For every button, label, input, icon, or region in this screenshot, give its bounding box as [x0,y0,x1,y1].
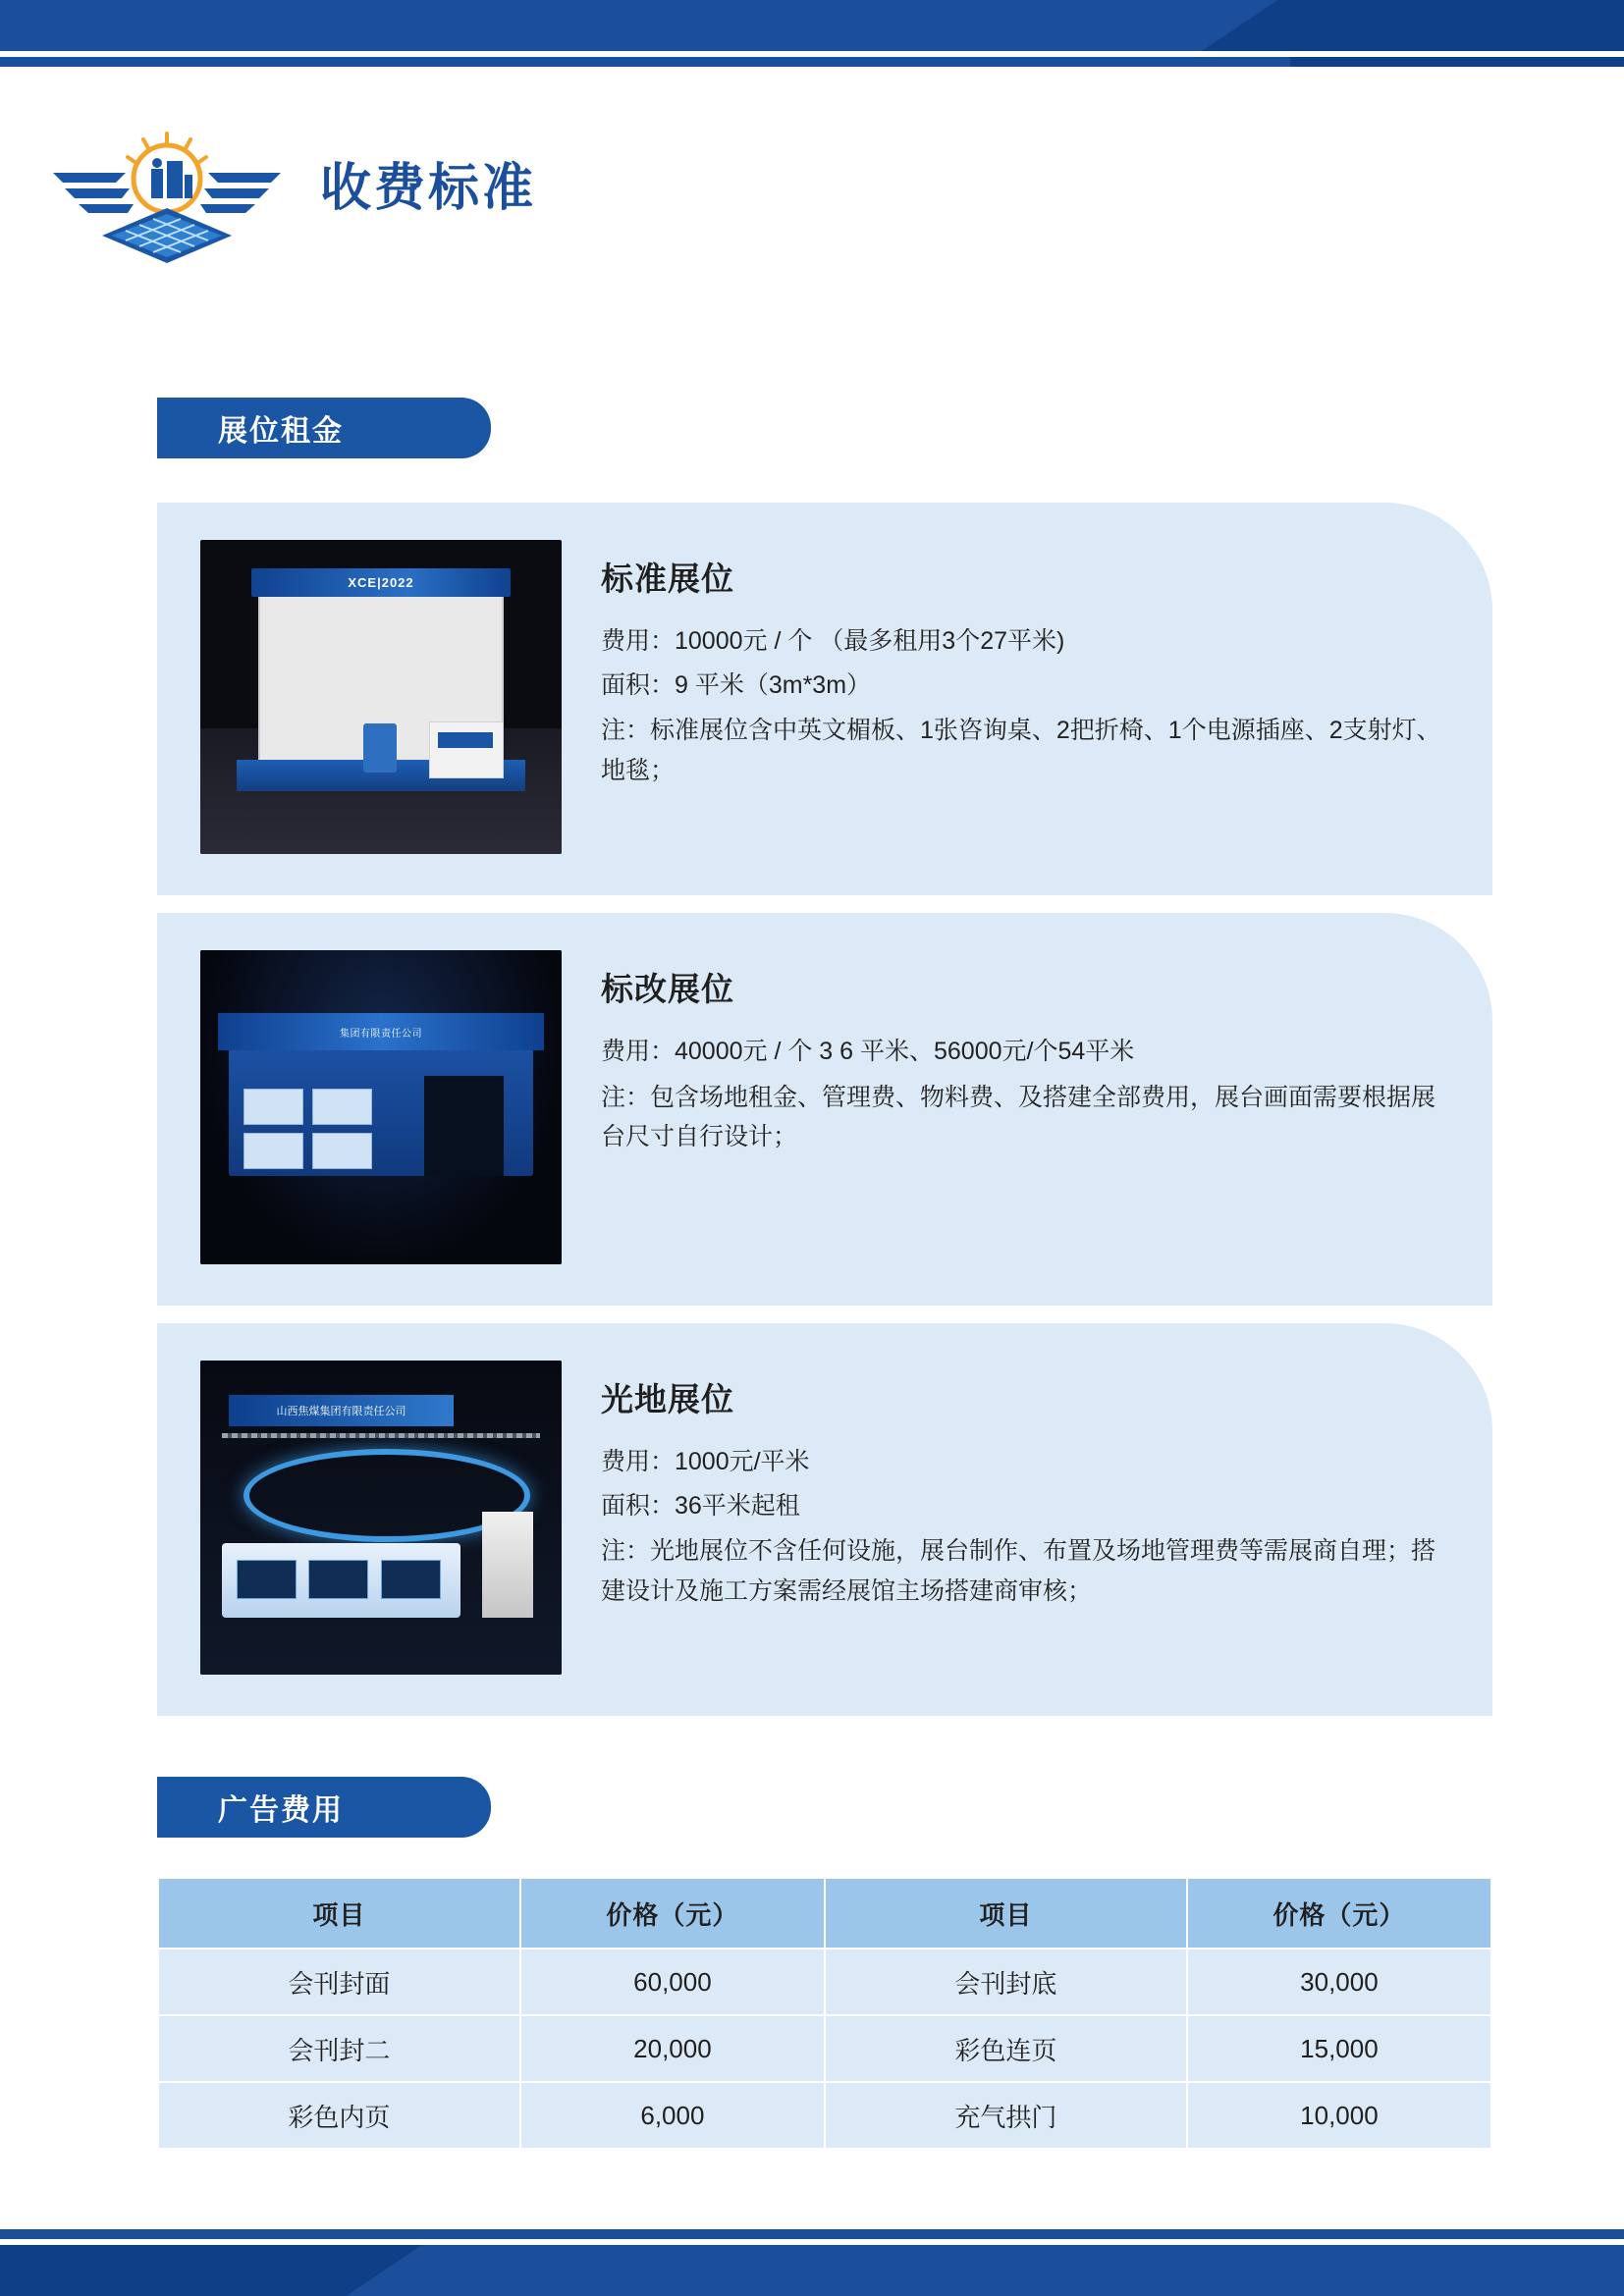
booth-text-modified [601,950,1449,1264]
booth-photo-standard-caption: XCE|2022 [251,568,512,597]
booth-area-raw-space: 面积：36平米起租 [601,1491,800,1520]
table-header-item-2: 项目 [825,1878,1187,1949]
booth-photo-modified [200,950,562,1264]
table-header-price-1: 价格（元） [520,1878,825,1949]
table-cell-item: 充气拱门 [825,2082,1187,2149]
table-row [158,2082,1491,2149]
booth-card-modified [157,913,1492,1306]
booth-photo-standard [200,540,562,854]
table-cell-price: 60,000 [520,1949,825,2015]
table-cell-item: 会刊封二 [158,2015,520,2082]
advertising-fee-table [157,1877,1492,2150]
table-header-price-2: 价格（元） [1187,1878,1491,1949]
booth-title-modified: 标改展位 [601,971,734,1007]
section-tab-advertising-fee: 广告费用 [157,1777,491,1838]
booth-fee-standard: 费用：10000元 / 个 （最多租用3个27平米) [601,627,1065,655]
top-rule-line-accent [1290,57,1624,67]
booth-fee-raw-space: 费用：1000元/平米 [601,1448,810,1475]
table-cell-price: 30,000 [1187,1949,1491,2015]
booth-text-standard [601,540,1449,854]
booth-fee-modified: 费用：40000元 / 个 3 6 平米、56000元/个54平米 [601,1038,1135,1065]
table-header-item-1: 项目 [158,1878,520,1949]
table-row [158,2015,1491,2082]
table-header-row [158,1878,1491,1949]
booth-photo-raw-space-caption: 山西焦煤集团有限责任公司 [229,1395,453,1426]
booth-title-standard: 标准展位 [601,561,734,597]
table-cell-price: 10,000 [1187,2082,1491,2149]
table-row [158,1949,1491,2015]
booth-note-standard: 注：标准展位含中英文楣板、1张咨询桌、2把折椅、1个电源插座、2支射灯、地毯； [601,717,1441,784]
page-header [49,118,536,265]
table-cell-item: 彩色内页 [158,2082,520,2149]
booth-note-raw-space: 注：光地展位不含任何设施，展台制作、布置及场地管理费等需展商自理；搭建设计及施工方案需经展馆主场搭建商审核； [601,1537,1436,1605]
table-cell-item: 会刊封底 [825,1949,1187,2015]
booth-photo-raw-space [200,1361,562,1675]
bottom-rule-line [0,2229,1624,2239]
booth-text-raw-space [601,1361,1449,1675]
table-cell-price: 20,000 [520,2015,825,2082]
section-tab-booth-rental: 展位租金 [157,398,491,458]
booth-area-standard: 面积：9 平米（3m*3m） [601,670,872,699]
booth-card-standard [157,503,1492,895]
page-title: 收费标准 [320,160,537,217]
booth-title-raw-space: 光地展位 [601,1381,734,1417]
table-cell-item: 彩色连页 [825,2015,1187,2082]
booth-card-raw-space [157,1323,1492,1716]
exhibition-sun-wings-logo [49,118,285,265]
table-cell-price: 6,000 [520,2082,825,2149]
booth-photo-modified-caption: 集团有限责任公司 [218,1013,543,1050]
booth-note-modified: 注：包含场地租金、管理费、物料费、及搭建全部费用，展台画面需要根据展台尺寸自行设计； [601,1083,1436,1150]
table-cell-item: 会刊封面 [158,1949,520,2015]
table-cell-price: 15,000 [1187,2015,1491,2082]
